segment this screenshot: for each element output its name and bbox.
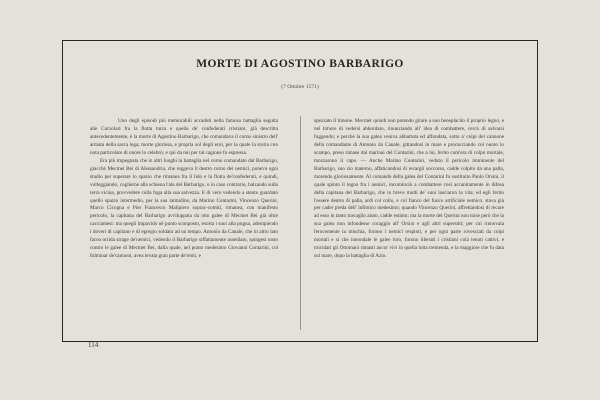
right-paragraph-1: spezzato il timone. Mecmet quindi non potendo girare a suo beneplacito il proprio legno, e nel timore di vedersi abbordato, rinunziando all' idea di combattere, cercò di salvarsi fuggendo; e perchè la sua galea veniva abbattuta ed affondata, sotto a' colpi del cannone della comandante di Antonio da Canale, gittandosi in mare e procacciando col nuoto lo scampo, preso rimase dai marinai del Contarini, che a lui, ferito com'era di colpo mortale, mozzarono il capo. — Anche Marino Contarini, veduto il pericolo imminente del Barbarigo, suo zio materno, affaticandosi di recargli soccorso, cadde colpito da una palla, morendo gloriosamente. Al comando della galea del Contarini fu sostituito Paolo Orsini, il quale spinto il legno fra i nemici, incominciò a combattere così accanitamente in difesa della capitana del Barbarigo, che in breve molti de' suoi lasciaron la vita; ed egli ferito l'essere dentro di palla, ardì col collo, e col fianco del fuoco artificiale nemico, stava già per cader preda dell' infimico medesimo; quando Vincenzo Querini, affrettandosi di recare ad esso in tanto travaglio aiuto, cadde estinto; ma la morte del Querini non toise però che la sua galea non infondesse coraggio all' Orsini e agli altri superstiti; per cui rinnovala ferocemente la mischia, furono i nemici respinti, e per ogni parte rovesciati da colpi mortali e si che innondale le galee loro, furono liberati i cristiani colà tenuti cattivi, e trucidati gli Ottomani rimasti ancor vivi in quella lotta tremenda, e la maggiore che fu data sul mare, dopo la battaglia di Azio. [314, 118, 504, 260]
right-column [314, 118, 504, 261]
date-subtitle: (7 Ottobre 1571) [281, 84, 319, 90]
left-column [90, 118, 278, 261]
left-paragraph-1: Uno degli episodi più memorabili accaduti nella famosa battaglia seguita alle Curzolari fra la flotta turca e quella de' confederati cristiani, già descritta antecedentemente, è la morte di Agostino Barbarigo, che comandava il corno sinistro dell' armata della sacra lega; morte gloriosa, e propria sol degli eroi, per la quale la storia con nota particolare di onore lo celebrò; e qui da noi per tal cagione fu espressa. [90, 118, 278, 156]
left-paragraph-2: Era più impegnata che in altri luoghi la battaglia nel corno comandato dal Barbarigo, giacchè Mecmet Bei di Alessandria, che reggeva il destro corno dei nemici, poneva ogni studio per superare lo spazio che rimanea fra il lido e la flotta de'confederati, e quindi, volteggiando, coglierne alla schiena l'ala del Barbarigo, o in caso contrario, balzando sulla terra vicina, provvedere colla fuga alla sua salvezza. E di vero vedendo a stento guardato quello spazio intermedio, per la sua latitudine, da Marino Contarini, Vincenzo Querini, Marco Cicogna e Pier Francesco Malipiero soprac-comiti, rimanea, con manifesto pericolo, la capitana del Barbarigo avviluppata da otto galee di Mecmet Bei già oltre cacciantesi: ma quegli impavido nè punto sconposto, esorta i suoi alla pugna, adempiendo i doveri di capitano e di egregio soldato ad un tempo. Antonio da Canale, che in altro lato facea orrida strage de'nemici, vedendo il Barbarigo siffattamente assediato, spingesi tosto contro le galee di Mecmet Bei, dalla quale, nel punto medesimo Giovanni Contarini, col fulminar de'cannoni, avea levata gran parte de'remi, e [90, 157, 278, 260]
column-divider [300, 116, 301, 330]
page-title: MORTE DI AGOSTINO BARBARIGO [196, 58, 404, 70]
page-number: 114 [88, 341, 99, 349]
